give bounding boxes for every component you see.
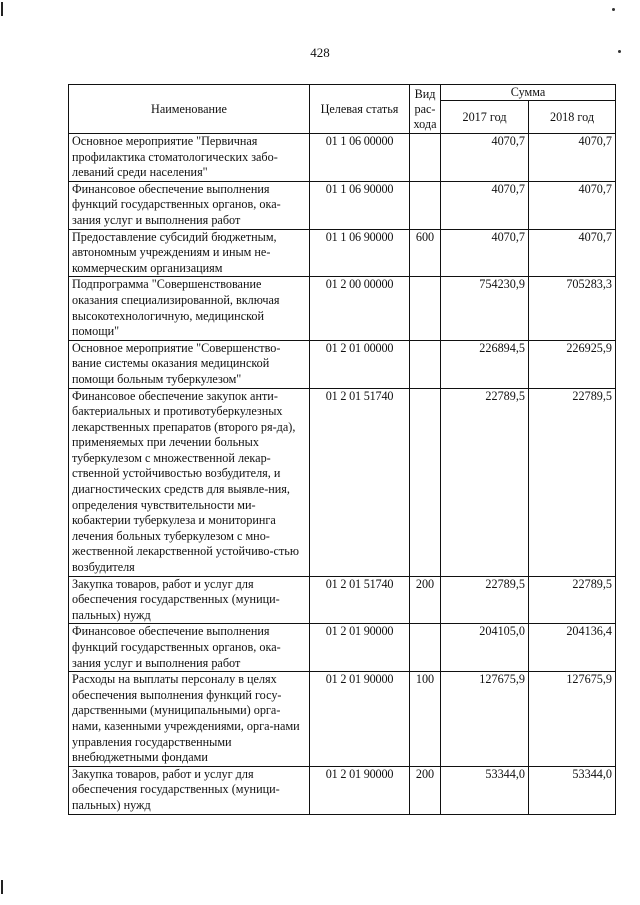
row-target-code-cell: 01 2 00 00000 — [310, 277, 410, 340]
row-sum-2017-cell: 22789,5 — [441, 388, 529, 576]
row-sum-2018-cell: 226925,9 — [529, 340, 616, 388]
row-name-cell: Закупка товаров, работ и услуг для обеспечения государственных (муници-пальных) нужд — [69, 766, 310, 814]
header-sum: Сумма — [441, 85, 616, 101]
row-expense-type-cell: 600 — [410, 229, 441, 277]
row-sum-2018-cell: 22789,5 — [529, 576, 616, 624]
row-sum-2018-cell: 4070,7 — [529, 181, 616, 229]
header-name: Наименование — [69, 85, 310, 134]
row-target-code-cell: 01 2 01 90000 — [310, 672, 410, 767]
row-name-cell: Основное мероприятие "Совершенство-вание системы оказания медицинской помощи больным туберкулезом" — [69, 340, 310, 388]
row-expense-type-cell — [410, 181, 441, 229]
row-target-code-cell: 01 1 06 90000 — [310, 229, 410, 277]
table-row — [69, 672, 616, 767]
row-expense-type-cell — [410, 388, 441, 576]
row-sum-2018-cell: 4070,7 — [529, 134, 616, 182]
table-row — [69, 181, 616, 229]
row-sum-2017-cell: 204105,0 — [441, 624, 529, 672]
row-sum-2018-cell: 22789,5 — [529, 388, 616, 576]
row-name-cell: Предоставление субсидий бюджетным, автономным учреждениям и иным не-коммерческим организациям — [69, 229, 310, 277]
table-row — [69, 388, 616, 576]
header-year-2017: 2017 год — [441, 101, 529, 134]
row-sum-2017-cell: 127675,9 — [441, 672, 529, 767]
table-row — [69, 229, 616, 277]
table-row — [69, 134, 616, 182]
row-sum-2017-cell: 53344,0 — [441, 766, 529, 814]
table-body — [69, 134, 616, 815]
header-expense-type: Вид рас-хода — [410, 85, 441, 134]
row-sum-2017-cell: 754230,9 — [441, 277, 529, 340]
row-sum-2017-cell: 22789,5 — [441, 576, 529, 624]
row-name-cell: Финансовое обеспечение выполнения функций государственных органов, ока-зания услуг и выполнения работ — [69, 181, 310, 229]
row-expense-type-cell: 100 — [410, 672, 441, 767]
row-sum-2017-cell: 4070,7 — [441, 229, 529, 277]
page-number: 428 — [310, 45, 330, 60]
row-name-cell: Закупка товаров, работ и услуг для обеспечения государственных (муници-пальных) нужд — [69, 576, 310, 624]
row-expense-type-cell — [410, 134, 441, 182]
row-sum-2018-cell: 705283,3 — [529, 277, 616, 340]
row-sum-2017-cell: 226894,5 — [441, 340, 529, 388]
row-target-code-cell: 01 1 06 00000 — [310, 134, 410, 182]
header-target-article: Целевая статья — [310, 85, 410, 134]
row-target-code-cell: 01 1 06 90000 — [310, 181, 410, 229]
row-sum-2018-cell: 127675,9 — [529, 672, 616, 767]
row-expense-type-cell — [410, 277, 441, 340]
header-year-2018: 2018 год — [529, 101, 616, 134]
row-expense-type-cell — [410, 624, 441, 672]
row-target-code-cell: 01 2 01 90000 — [310, 624, 410, 672]
row-expense-type-cell: 200 — [410, 766, 441, 814]
table-row — [69, 766, 616, 814]
scan-edge-mark-bottom — [1, 880, 3, 894]
row-target-code-cell: 01 2 01 00000 — [310, 340, 410, 388]
row-name-cell: Подпрограмма "Совершенствование оказания специализированной, включая высокотехнологичную, медицинской помощи" — [69, 277, 310, 340]
table-row — [69, 277, 616, 340]
row-sum-2018-cell: 53344,0 — [529, 766, 616, 814]
header-row-top — [69, 85, 616, 101]
scan-edge-mark-top — [1, 2, 3, 16]
row-target-code-cell: 01 2 01 51740 — [310, 388, 410, 576]
row-target-code-cell: 01 2 01 51740 — [310, 576, 410, 624]
row-name-cell: Финансовое обеспечение закупок анти-бактериальных и противотуберкулезных лекарственных препаратов (второго ря-да), применяемых при лечении больных туберкулезом с множественной лекар-ственной устойчивостью возбудителя, и диагностических средств для выявле-ния, определения чувствительности ми-кобактерии туберкулеза и мониторинга лечения больных туберкулезом с мно-жественной лекарственной устойчиво-стью возбудителя — [69, 388, 310, 576]
row-sum-2018-cell: 204136,4 — [529, 624, 616, 672]
budget-table — [68, 84, 616, 815]
table-row — [69, 340, 616, 388]
scan-speck — [612, 8, 615, 11]
row-expense-type-cell — [410, 340, 441, 388]
row-sum-2017-cell: 4070,7 — [441, 181, 529, 229]
table-row — [69, 624, 616, 672]
row-expense-type-cell: 200 — [410, 576, 441, 624]
row-target-code-cell: 01 2 01 90000 — [310, 766, 410, 814]
row-sum-2018-cell: 4070,7 — [529, 229, 616, 277]
row-sum-2017-cell: 4070,7 — [441, 134, 529, 182]
table-row — [69, 576, 616, 624]
row-name-cell: Основное мероприятие "Первичная профилактика стоматологических забо-леваний среди населения" — [69, 134, 310, 182]
row-name-cell: Расходы на выплаты персоналу в целях обеспечения выполнения функций госу-дарственными (муниципальными) орга-нами, казенными учреждениями, орга-нами управления государственными внебюджетными фондами — [69, 672, 310, 767]
row-name-cell: Финансовое обеспечение выполнения функций государственных органов, ока-зания услуг и выполнения работ — [69, 624, 310, 672]
